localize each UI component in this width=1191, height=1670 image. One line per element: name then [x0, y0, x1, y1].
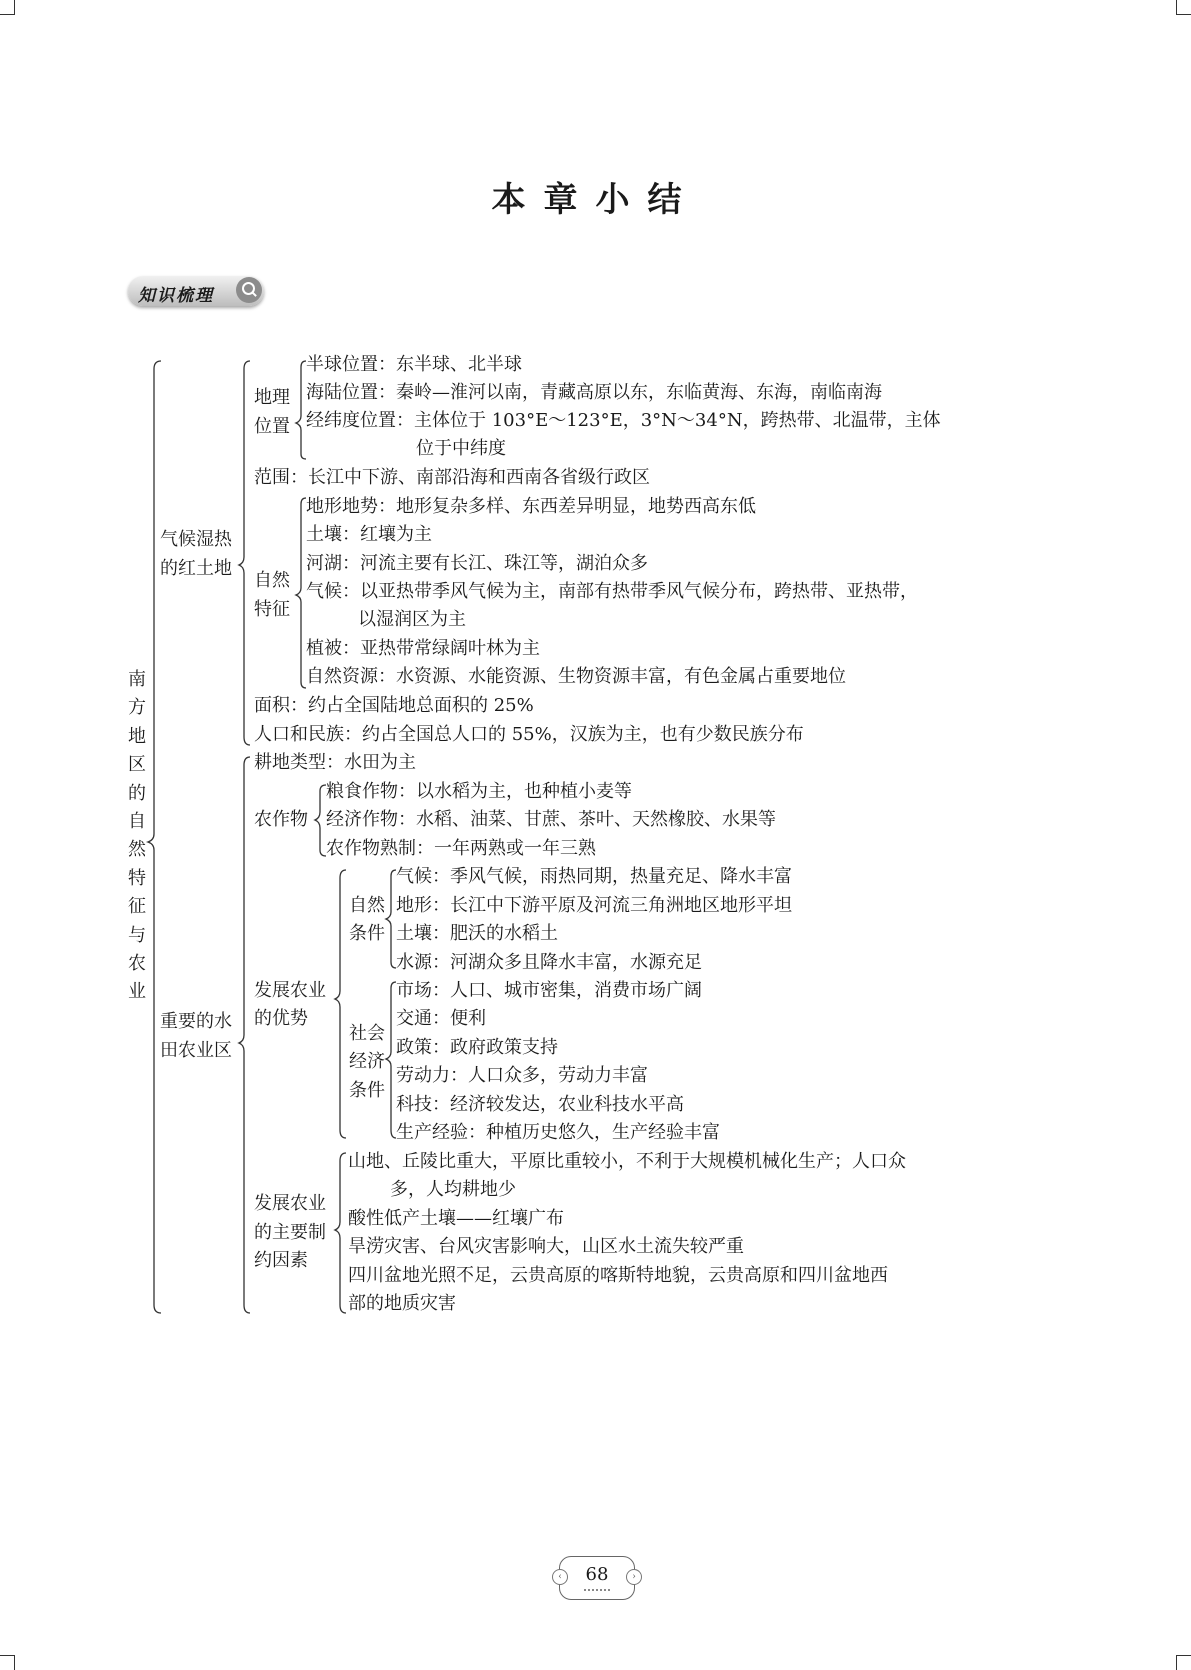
shehui-line-4: 劳动力：人口众多，劳动力丰富	[396, 1065, 648, 1086]
ziran-tiaojian-label-line-1: 自然	[349, 895, 385, 916]
zhiyue-label-line-1: 发展农业	[254, 1193, 326, 1214]
zuowu-line-2: 经济作物：水稻、油菜、甘蔗、茶叶、天然橡胶、水果等	[326, 809, 776, 830]
zhiyue-line-2: 多，人均耕地少	[390, 1179, 516, 1200]
ziran-line-4: 气候：以亚热带季风气候为主，南部有热带季风气候分布，跨热带、亚热带，	[306, 581, 918, 602]
chevron-left-icon: ‹	[552, 1569, 568, 1585]
youshi-brace	[335, 870, 346, 1138]
fanwei-line: 范围：长江中下游、南部沿海和西南各省级行政区	[254, 467, 650, 488]
branch2-label-text: 重要的水田农业区	[160, 1011, 232, 1061]
dili-label	[254, 383, 294, 441]
ziran-line-5: 以湿润区为主	[358, 609, 466, 630]
branch1-label	[160, 525, 242, 583]
dili-label-text: 地理位置	[254, 387, 290, 437]
ziran-line-7: 自然资源：水资源、水能资源、生物资源丰富，有色金属占重要地位	[306, 666, 846, 687]
zuowu-line-1: 粮食作物：以水稻为主，也种植小麦等	[326, 781, 632, 802]
ziran-tiaojian-line-3: 土壤：肥沃的水稻土	[396, 923, 558, 944]
shehui-line-1: 市场：人口、城市密集，消费市场广阔	[396, 980, 702, 1001]
shehui-label-line-1: 社会	[349, 1023, 385, 1044]
shehui-line-2: 交通：便利	[396, 1008, 486, 1029]
ziran-label-text: 自然特征	[254, 570, 290, 620]
ziran-line-6: 植被：亚热带常绿阔叶林为主	[306, 638, 540, 659]
section-badge-label: 知识梳理	[138, 286, 214, 306]
zhiyue-label-line-2: 的主要制	[254, 1222, 326, 1243]
ziran-line-3: 河湖：河流主要有长江、珠江等，湖泊众多	[306, 553, 648, 574]
ziran-label	[254, 566, 294, 624]
branch1-label-text: 气候湿热的红土地	[160, 529, 232, 579]
mianji-line: 面积：约占全国陆地总面积的 25%	[254, 695, 534, 716]
zhiyue-brace	[335, 1153, 346, 1313]
gengdi-line: 耕地类型：水田为主	[254, 752, 416, 773]
youshi-label-line-2: 的优势	[254, 1008, 308, 1029]
chevron-right-icon: ›	[626, 1569, 642, 1585]
youshi-label-line-1: 发展农业	[254, 980, 326, 1001]
shehui-brace	[386, 982, 396, 1138]
zhiyue-line-6: 部的地质灾害	[348, 1293, 456, 1314]
ziran-tiaojian-label-line-2: 条件	[349, 923, 385, 944]
zuowu-brace	[315, 785, 326, 856]
dili-line-3: 经纬度位置：主体位于 103°E～123°E，3°N～34°N，跨热带、北温带，主体	[306, 410, 941, 431]
page-number: 68	[585, 1564, 609, 1585]
ziran-tiaojian-line-1: 气候：季风气候，雨热同期，热量充足、降水丰富	[396, 866, 792, 887]
zhiyue-line-3: 酸性低产土壤——红壤广布	[348, 1208, 564, 1229]
zuowu-line-3: 农作物熟制：一年两熟或一年三熟	[326, 838, 596, 859]
shehui-label-line-3: 条件	[349, 1080, 385, 1101]
ziran-line-1: 地形地势：地形复杂多样、东西差异明显，地势西高东低	[306, 496, 756, 517]
zhiyue-line-5: 四川盆地光照不足，云贵高原的喀斯特地貌，云贵高原和四川盆地西	[348, 1265, 888, 1286]
shehui-line-5: 科技：经济较发达，农业科技水平高	[396, 1094, 684, 1115]
branch2-label	[160, 1007, 242, 1065]
shehui-label-line-2: 经济	[349, 1051, 385, 1072]
dili-line-4: 位于中纬度	[416, 438, 506, 459]
dili-brace	[296, 361, 306, 459]
page-number-badge	[559, 1556, 635, 1600]
ziran-tiaojian-line-2: 地形：长江中下游平原及河流三角洲地区地形平坦	[396, 895, 792, 916]
dili-line-2: 海陆位置：秦岭—淮河以南，青藏高原以东，东临黄海、东海，南临南海	[306, 382, 882, 403]
ziran-brace	[296, 498, 306, 688]
page-dots	[584, 1589, 610, 1594]
ziran-tiaojian-brace	[386, 870, 396, 968]
shehui-line-6: 生产经验：种植历史悠久，生产经验丰富	[396, 1122, 720, 1143]
root-label: 南方地区的自然特征与农业	[128, 669, 146, 1003]
ziran-line-2: 土壤：红壤为主	[306, 524, 432, 545]
renkou-line: 人口和民族：约占全国总人口的 55%，汉族为主，也有少数民族分布	[254, 724, 804, 745]
root-brace	[148, 361, 161, 1313]
zuowu-label: 农作物	[254, 809, 308, 830]
dili-line-1: 半球位置：东半球、北半球	[306, 354, 522, 375]
shehui-line-3: 政策：政府政策支持	[396, 1037, 558, 1058]
zhiyue-line-1: 山地、丘陵比重大，平原比重较小，不利于大规模机械化生产；人口众	[348, 1151, 906, 1172]
zhiyue-line-4: 旱涝灾害、台风灾害影响大，山区水土流失较严重	[348, 1236, 744, 1257]
zhiyue-label-line-3: 约因素	[254, 1250, 308, 1271]
page-title: 本章小结	[491, 180, 700, 220]
ziran-tiaojian-line-4: 水源：河湖众多且降水丰富，水源充足	[396, 952, 702, 973]
